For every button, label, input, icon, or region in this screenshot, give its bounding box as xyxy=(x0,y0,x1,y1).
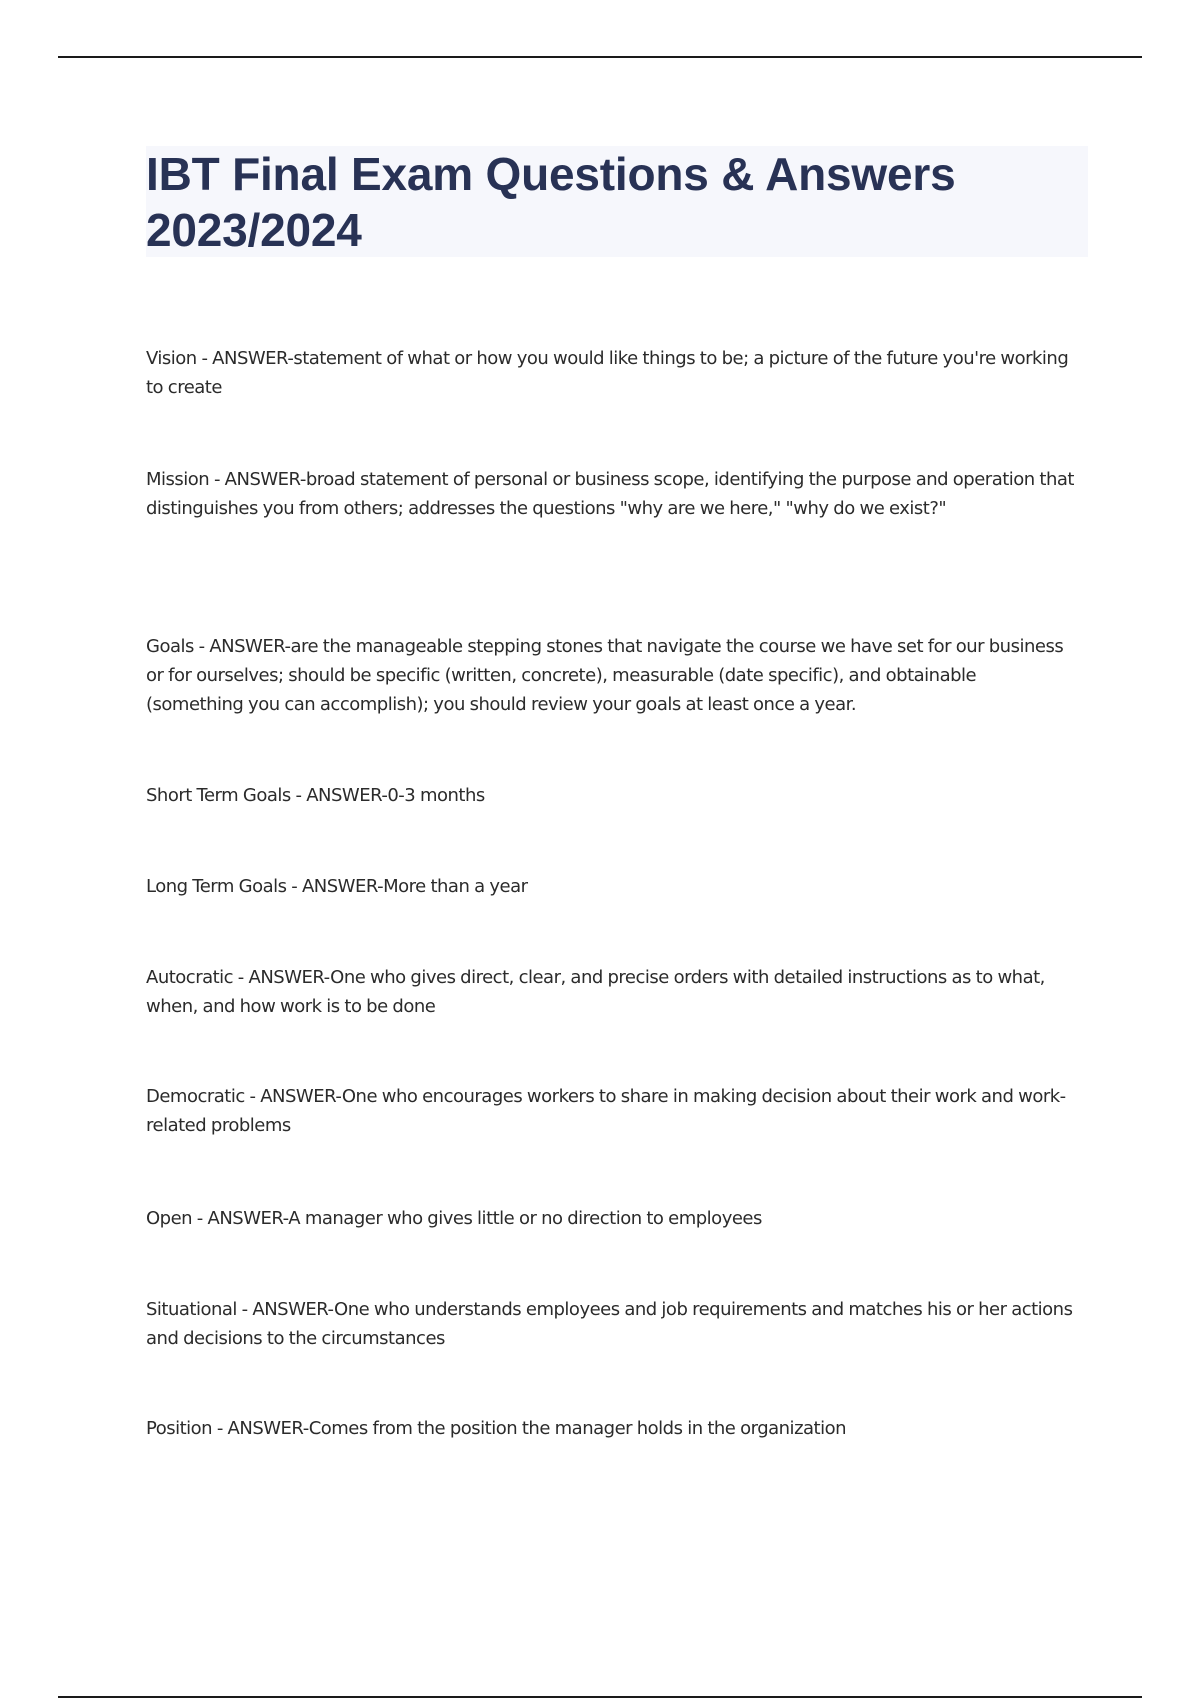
entry-separator xyxy=(197,348,212,369)
entry-separator xyxy=(287,876,302,897)
qa-entry-vision xyxy=(146,344,1076,402)
qa-entry-position xyxy=(146,1414,1076,1443)
entry-answer: ANSWER-0-3 months xyxy=(306,785,485,806)
entry-answer: ANSWER-broad statement of personal or business scope, identifying the purpose and operation that distinguishes you from others; addresses the questions "why are we here," "why do we exist?" xyxy=(146,469,1074,519)
entry-answer: ANSWER-A manager who gives little or no direction to employees xyxy=(207,1208,762,1229)
entry-term: Vision xyxy=(146,348,197,369)
entry-answer: ANSWER-More than a year xyxy=(301,876,528,897)
qa-entry-short-term-goals xyxy=(146,781,1076,810)
entry-term: Position xyxy=(146,1418,213,1439)
title-banner xyxy=(146,146,1088,257)
entry-term: Autocratic xyxy=(146,967,234,988)
entry-separator xyxy=(212,1418,227,1439)
entry-answer: ANSWER-are the manageable stepping stones that navigate the course we have set for our business or for ourselves; should be specific (written, concrete), measurable (date specific), and obtainable (something you can accomplish); you should review your goals at least once a year. xyxy=(146,636,1064,715)
entry-separator xyxy=(233,967,248,988)
top-divider xyxy=(58,56,1142,58)
entry-separator xyxy=(237,1299,252,1320)
qa-entry-democratic xyxy=(146,1082,1076,1140)
entry-term: Goals xyxy=(146,636,194,657)
qa-entry-situational xyxy=(146,1295,1076,1353)
entry-term: Situational xyxy=(146,1299,237,1320)
entry-separator xyxy=(291,785,306,806)
document-title: IBT Final Exam Questions & Answers 2023/2024 xyxy=(146,148,956,256)
entry-separator xyxy=(192,1208,207,1229)
entry-term: Mission xyxy=(146,469,210,490)
entry-term: Short Term Goals xyxy=(146,785,291,806)
entry-answer: ANSWER-Comes from the position the manager holds in the organization xyxy=(227,1418,847,1439)
entry-separator xyxy=(194,636,209,657)
qa-entry-open xyxy=(146,1204,1076,1233)
entry-answer: ANSWER-statement of what or how you would like things to be; a picture of the future you're working to create xyxy=(146,348,1069,398)
qa-entry-autocratic xyxy=(146,963,1076,1021)
entry-answer: ANSWER-One who understands employees and job requirements and matches his or her actions and decisions to the circumstances xyxy=(146,1299,1073,1349)
entry-answer: ANSWER-One who encourages workers to share in making decision about their work and work-related problems xyxy=(146,1086,1066,1136)
qa-entry-goals xyxy=(146,632,1076,719)
qa-entry-long-term-goals xyxy=(146,872,1076,901)
entry-separator xyxy=(209,469,224,490)
entry-separator xyxy=(245,1086,260,1107)
entry-term: Open xyxy=(146,1208,193,1229)
bottom-divider xyxy=(58,1696,1142,1698)
entry-term: Long Term Goals xyxy=(146,876,287,897)
qa-entry-mission xyxy=(146,465,1076,523)
entry-term: Democratic xyxy=(146,1086,245,1107)
entry-answer: ANSWER-One who gives direct, clear, and precise orders with detailed instructions as to what, when, and how work is to be done xyxy=(146,967,1045,1017)
